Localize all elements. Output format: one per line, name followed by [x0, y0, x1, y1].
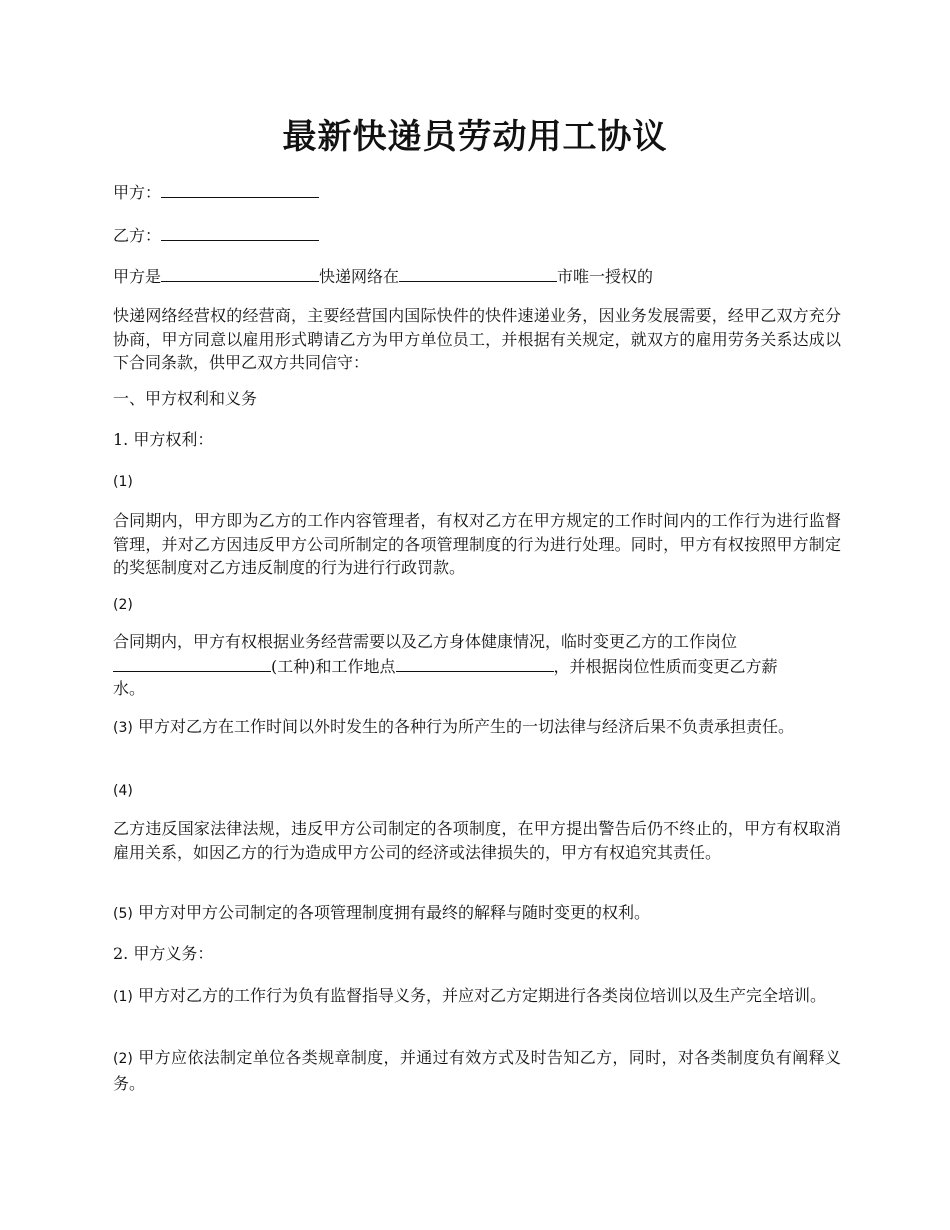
right-2-line-1: 合同期内，甲方有权根据业务经营需要以及乙方身体健康情况，临时变更乙方的工作岗位 — [113, 632, 738, 651]
job-type-blank — [113, 654, 271, 672]
right-5-number: (5) — [113, 906, 133, 922]
intro-part2: 快递网络在 — [319, 267, 400, 286]
right-3-number: (3) — [113, 720, 133, 736]
work-location-blank — [396, 654, 554, 672]
network-name-blank — [161, 264, 319, 282]
right-5 — [113, 901, 841, 927]
duties-heading: 2. 甲方义务： — [113, 944, 214, 963]
party-a-line — [113, 180, 841, 205]
duty-1-number: (1) — [113, 989, 133, 1005]
right-2-line-2 — [113, 654, 841, 679]
right-2-line-3: 水。 — [113, 679, 146, 698]
right-1-text: 合同期内，甲方即为乙方的工作内容管理者，有权对乙方在甲方规定的工作时间内的工作行为进行监督管理，并对乙方因违反甲方公司所制定的各项管理制度的行为进行处理。同时，甲方有权按照甲方制定的奖惩制度对乙方违反制度的行为进行行政罚款。 — [113, 511, 841, 577]
party-b-line — [113, 223, 841, 248]
section-heading-1: 一、甲方权利和义务 — [113, 389, 258, 408]
right-3-text: 甲方对乙方在工作时间以外时发生的各种行为所产生的一切法律与经济后果不负责承担责任。 — [137, 717, 794, 736]
rights-heading: 1. 甲方权利： — [113, 430, 214, 449]
right-5-text: 甲方对甲方公司制定的各项管理制度拥有最终的解释与随时变更的权利。 — [137, 903, 650, 922]
intro-paragraph: 快递网络经营权的经营商，主要经营国内国际快件的快件速递业务，因业务发展需要，经甲乙双方充分协商，甲方同意以雇用形式聘请乙方为甲方单位员工，并根据有关规定，就双方的雇用劳务关系达成以下合同条款，供甲乙双方共同信守： — [113, 306, 841, 372]
right-4-text: 乙方违反国家法律法规，违反甲方公司制定的各项制度，在甲方提出警告后仍不终止的，甲方有权取消雇用关系，如因乙方的行为造成甲方公司的经济或法律损失的，甲方有权追究其责任。 — [113, 819, 841, 862]
duty-2-number: (2) — [113, 1051, 133, 1067]
party-b-blank — [161, 223, 319, 241]
duty-2 — [113, 1046, 841, 1095]
intro-part3: 市唯一授权的 — [557, 267, 654, 286]
right-3 — [113, 715, 841, 741]
right-2-number: (2) — [113, 597, 133, 613]
duty-2-text: 甲方应依法制定单位各类规章制度，并通过有效方式及时告知乙方，同时，对各类制度负有阐释义务。 — [113, 1048, 841, 1093]
duty-1 — [113, 984, 841, 1010]
party-a-blank — [161, 180, 319, 198]
intro-part1: 甲方是 — [113, 267, 162, 286]
city-blank — [399, 264, 557, 282]
right-4-number: (4) — [113, 783, 133, 799]
right-2-mid: (工种)和工作地点 — [271, 657, 396, 676]
party-a-label: 甲方： — [113, 183, 162, 202]
duty-1-text: 甲方对乙方的工作行为负有监督指导义务，并应对乙方定期进行各类岗位培训以及生产完全培训。 — [137, 986, 826, 1005]
document-title: 最新快递员劳动用工协议 — [282, 117, 668, 157]
right-2-end: ，并根据岗位性质而变更乙方薪 — [553, 657, 778, 676]
intro-line — [113, 264, 841, 289]
party-b-label: 乙方： — [113, 226, 162, 245]
right-1-number: (1) — [113, 474, 133, 490]
